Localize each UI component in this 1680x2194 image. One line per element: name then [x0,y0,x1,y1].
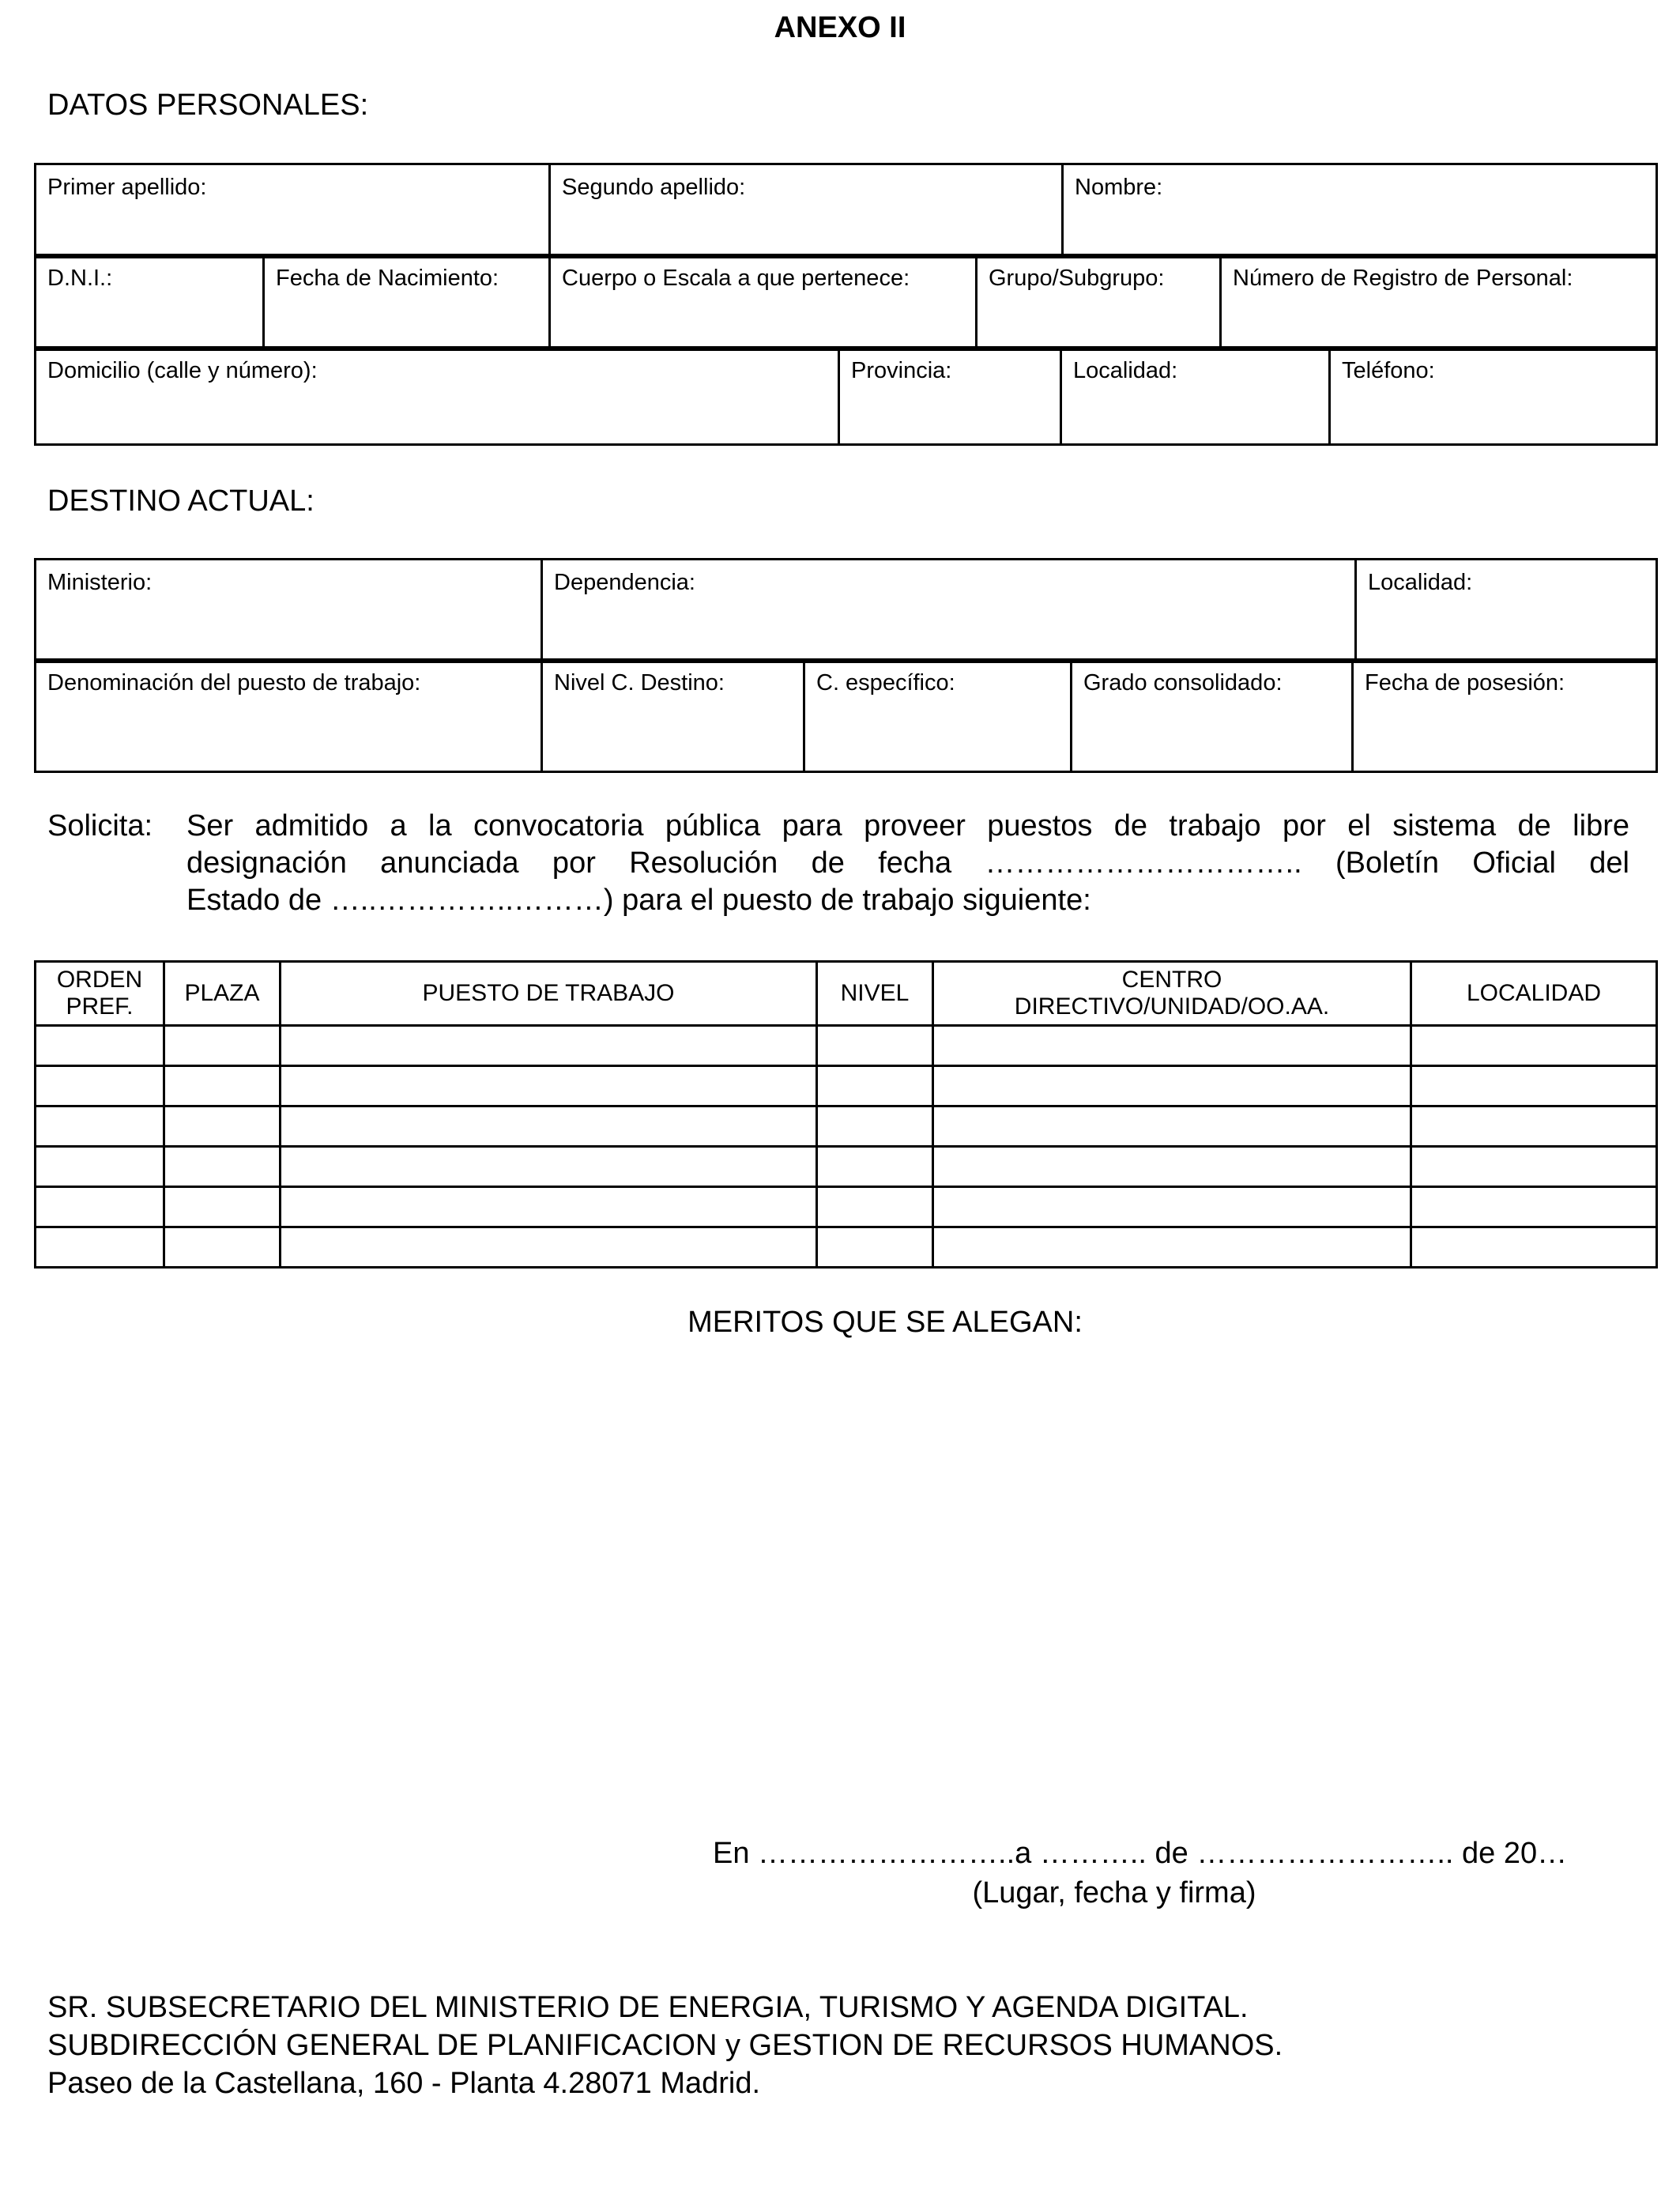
table-cell[interactable] [281,1026,817,1066]
table-cell[interactable] [817,1106,933,1147]
table-cell[interactable] [36,1187,164,1227]
solicita-line: Ser admitido a la convocatoria pública para proveer puestos de trabajo por el sistema de libre [186,809,1629,843]
solicita-label: Solicita: [47,809,153,843]
field-localidad[interactable] [1061,348,1330,445]
table-row [36,1187,1657,1227]
table-cell[interactable] [164,1026,281,1066]
solicita-paragraph [186,808,1629,919]
field-dni[interactable] [36,255,264,350]
datos-personales-heading: DATOS PERSONALES: [47,89,369,122]
field-nivel-c-destino[interactable] [542,660,804,772]
table-cell[interactable] [817,1026,933,1066]
field-label: Ministerio: [47,570,153,595]
table-cell[interactable] [281,1106,817,1147]
datos-personales-row2 [34,254,1658,351]
field-label: Nombre: [1075,175,1163,200]
table-cell[interactable] [36,1066,164,1106]
destino-actual-row1 [34,558,1658,663]
table-cell[interactable] [1411,1066,1657,1106]
field-c-especifico[interactable] [804,660,1072,772]
field-grado-consolidado[interactable] [1072,660,1353,772]
field-label: Nivel C. Destino: [554,670,725,696]
field-dependencia[interactable] [542,560,1356,662]
plazas-table [34,960,1658,1269]
table-cell[interactable] [1411,1147,1657,1187]
table-cell[interactable] [933,1187,1411,1227]
field-label: Cuerpo o Escala a que pertenece: [562,266,910,291]
table-cell[interactable] [164,1066,281,1106]
field-label: D.N.I.: [47,266,113,291]
field-label: Teléfono: [1342,358,1435,383]
table-row [36,1227,1657,1268]
field-numero-registro[interactable] [1221,255,1657,350]
col-header-localidad: LOCALIDAD [1411,962,1657,1026]
table-cell[interactable] [817,1066,933,1106]
table-row [36,1026,1657,1066]
col-header-centro: CENTRO DIRECTIVO/UNIDAD/OO.AA. [933,962,1411,1026]
datos-personales-row3 [34,346,1658,446]
table-cell[interactable] [817,1147,933,1187]
table-cell[interactable] [164,1227,281,1268]
col-header-puesto: PUESTO DE TRABAJO [281,962,817,1026]
table-cell[interactable] [933,1026,1411,1066]
table-cell[interactable] [281,1227,817,1268]
field-label: Segundo apellido: [562,175,746,200]
recipient-block [47,1989,1283,2102]
field-label: Grupo/Subgrupo: [989,266,1165,291]
table-cell[interactable] [933,1227,1411,1268]
field-label: C. específico: [816,670,955,696]
meritos-area[interactable] [34,1359,1656,1818]
field-fecha-nacimiento[interactable] [264,255,550,350]
table-cell[interactable] [281,1187,817,1227]
table-cell[interactable] [817,1187,933,1227]
field-ministerio[interactable] [36,560,542,662]
field-label: Grado consolidado: [1083,670,1283,696]
table-cell[interactable] [36,1106,164,1147]
field-label: Número de Registro de Personal: [1233,266,1573,291]
table-cell[interactable] [36,1147,164,1187]
table-cell[interactable] [281,1066,817,1106]
table-cell[interactable] [164,1187,281,1227]
field-telefono[interactable] [1330,348,1657,445]
table-cell[interactable] [1411,1227,1657,1268]
table-cell[interactable] [933,1106,1411,1147]
table-cell[interactable] [817,1227,933,1268]
field-fecha-posesion[interactable] [1353,660,1657,772]
table-header-row [36,962,1657,1026]
field-label: Fecha de Nacimiento: [276,266,499,291]
field-label: Localidad: [1368,570,1473,595]
field-primer-apellido[interactable] [36,164,550,258]
field-segundo-apellido[interactable] [550,164,1063,258]
recipient-address: Paseo de la Castellana, 160 - Planta 4.28071 Madrid. [47,2067,761,2100]
table-cell[interactable] [1411,1187,1657,1227]
field-grupo-subgrupo[interactable] [977,255,1221,350]
signature-caption: (Lugar, fecha y firma) [972,1876,1256,1909]
table-cell[interactable] [164,1106,281,1147]
recipient-line: SUBDIRECCIÓN GENERAL DE PLANIFICACION y GESTION DE RECURSOS HUMANOS. [47,2029,1283,2062]
field-label: Fecha de posesión: [1365,670,1565,696]
table-cell[interactable] [933,1147,1411,1187]
table-row [36,1106,1657,1147]
datos-personales-row1 [34,163,1658,258]
field-nombre[interactable] [1063,164,1657,258]
table-cell[interactable] [36,1227,164,1268]
table-row [36,1066,1657,1106]
col-header-plaza: PLAZA [164,962,281,1026]
field-domicilio[interactable] [36,348,839,445]
page-title: ANEXO II [774,11,906,44]
destino-actual-heading: DESTINO ACTUAL: [47,484,315,518]
table-cell[interactable] [1411,1106,1657,1147]
field-label: Domicilio (calle y número): [47,358,318,383]
col-header-orden: ORDEN PREF. [36,962,164,1026]
field-label: Localidad: [1073,358,1178,383]
table-row [36,1147,1657,1187]
solicita-line: designación anunciada por Resolución de fecha ………………………….. (Boletín Oficial del [186,846,1629,880]
recipient-line: SR. SUBSECRETARIO DEL MINISTERIO DE ENERGIA, TURISMO Y AGENDA DIGITAL. [47,1991,1249,2024]
table-cell[interactable] [1411,1026,1657,1066]
field-label: Denominación del puesto de trabajo: [47,670,421,696]
signature-line: En ……………………..a ……….. de …………………….. de 20… [713,1837,1568,1870]
table-cell[interactable] [36,1026,164,1066]
field-label: Provincia: [851,358,952,383]
solicita-line: Estado de …..…………..………) para el puesto de trabajo siguiente: [186,884,1091,917]
field-denominacion-puesto[interactable] [36,660,542,772]
field-label: Primer apellido: [47,175,207,200]
col-header-nivel: NIVEL [817,962,933,1026]
field-cuerpo-escala[interactable] [550,255,977,350]
field-label: Dependencia: [554,570,695,595]
field-provincia[interactable] [839,348,1061,445]
destino-actual-row2 [34,658,1658,773]
table-cell[interactable] [164,1147,281,1187]
table-cell[interactable] [281,1147,817,1187]
table-cell[interactable] [933,1066,1411,1106]
meritos-heading: MERITOS QUE SE ALEGAN: [687,1306,1083,1339]
field-localidad-destino[interactable] [1356,560,1657,662]
